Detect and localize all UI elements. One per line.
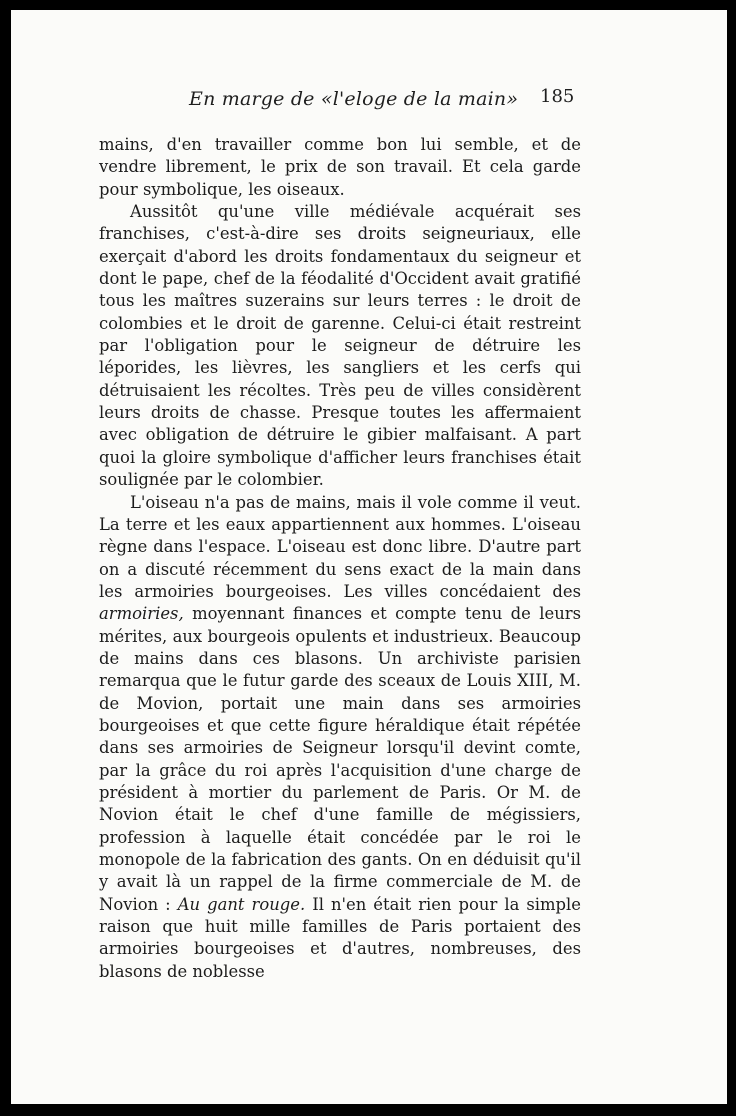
paragraph-1: mains, d'en travailler comme bon lui semble, et de vendre librement, le prix de son travail. Et cela garde pour symbolique, les oiseaux. xyxy=(99,135,581,199)
running-title: En marge de «l'eloge de la main» xyxy=(189,88,519,110)
italic-au-gant-rouge: Au gant rouge. xyxy=(177,894,306,914)
paragraph-3-text-c: Il n'en était rien pour la simple raison que huit mille familles de Paris portaient des armoiries bourgeoises et d'autres, nombreuses, des blasons de noblesse xyxy=(99,894,581,981)
paragraph-2: Aussitôt qu'une ville médiévale acquérait ses franchises, c'est-à-dire ses droits seigneuriaux, elle exerçait d'abord les droits fondamentaux du seigneur et dont le pape, chef de la féodalité d'Occident avait gratifié tous les maîtres suzerains sur leurs terres : le droit de colombies et le droit de garenne. Celui-ci était restreint par l'obligation pour le seigneur de détruire les léporides, les lièvres, les sangliers et les cerfs qui détruisaient les récoltes. Très peu de villes considèrent leurs droits de chasse. Presque toutes les affermaient avec obligation de détruire le gibier malfaisant. A part quoi la gloire symbolique d'afficher leurs franchises était soulignée par le colombier. xyxy=(99,202,581,490)
body-text xyxy=(99,134,581,983)
paragraph-3-text-b: moyennant finances et compte tenu de leurs mérites, aux bourgeois opulents et industrieux. Beaucoup de mains dans ces blasons. Un archiviste parisien remarqua que le futur garde des sceaux de Louis XIII, M. de Movion, portait une main dans ses armoiries bourgeoises et que cette figure héraldique était répétée dans ses armoiries de Seigneur lorsqu'il devint comte, par la grâce du roi après l'acquisition d'une charge de président à mortier du parlement de Paris. Or M. de Novion était le chef d'une famille de mégissiers, profession à laquelle était concédée par le roi le monopole de la fabrication des gants. On en déduisit qu'il y avait là un rappel de la firme commerciale de M. de Novion : xyxy=(99,604,581,914)
paragraph-3-text-a: L'oiseau n'a pas de mains, mais il vole comme il veut. La terre et les eaux appartiennent aux hommes. L'oiseau règne dans l'espace. L'oiseau est donc libre. D'autre part on a discuté récemment du sens exact de la main dans les armoiries bourgeoises. Les villes concédaient des xyxy=(99,492,581,601)
page-number: 185 xyxy=(540,86,575,107)
italic-armoiries: armoiries, xyxy=(99,604,184,624)
book-page xyxy=(11,10,727,1104)
running-header xyxy=(11,88,727,118)
paragraph-3 xyxy=(99,492,581,984)
